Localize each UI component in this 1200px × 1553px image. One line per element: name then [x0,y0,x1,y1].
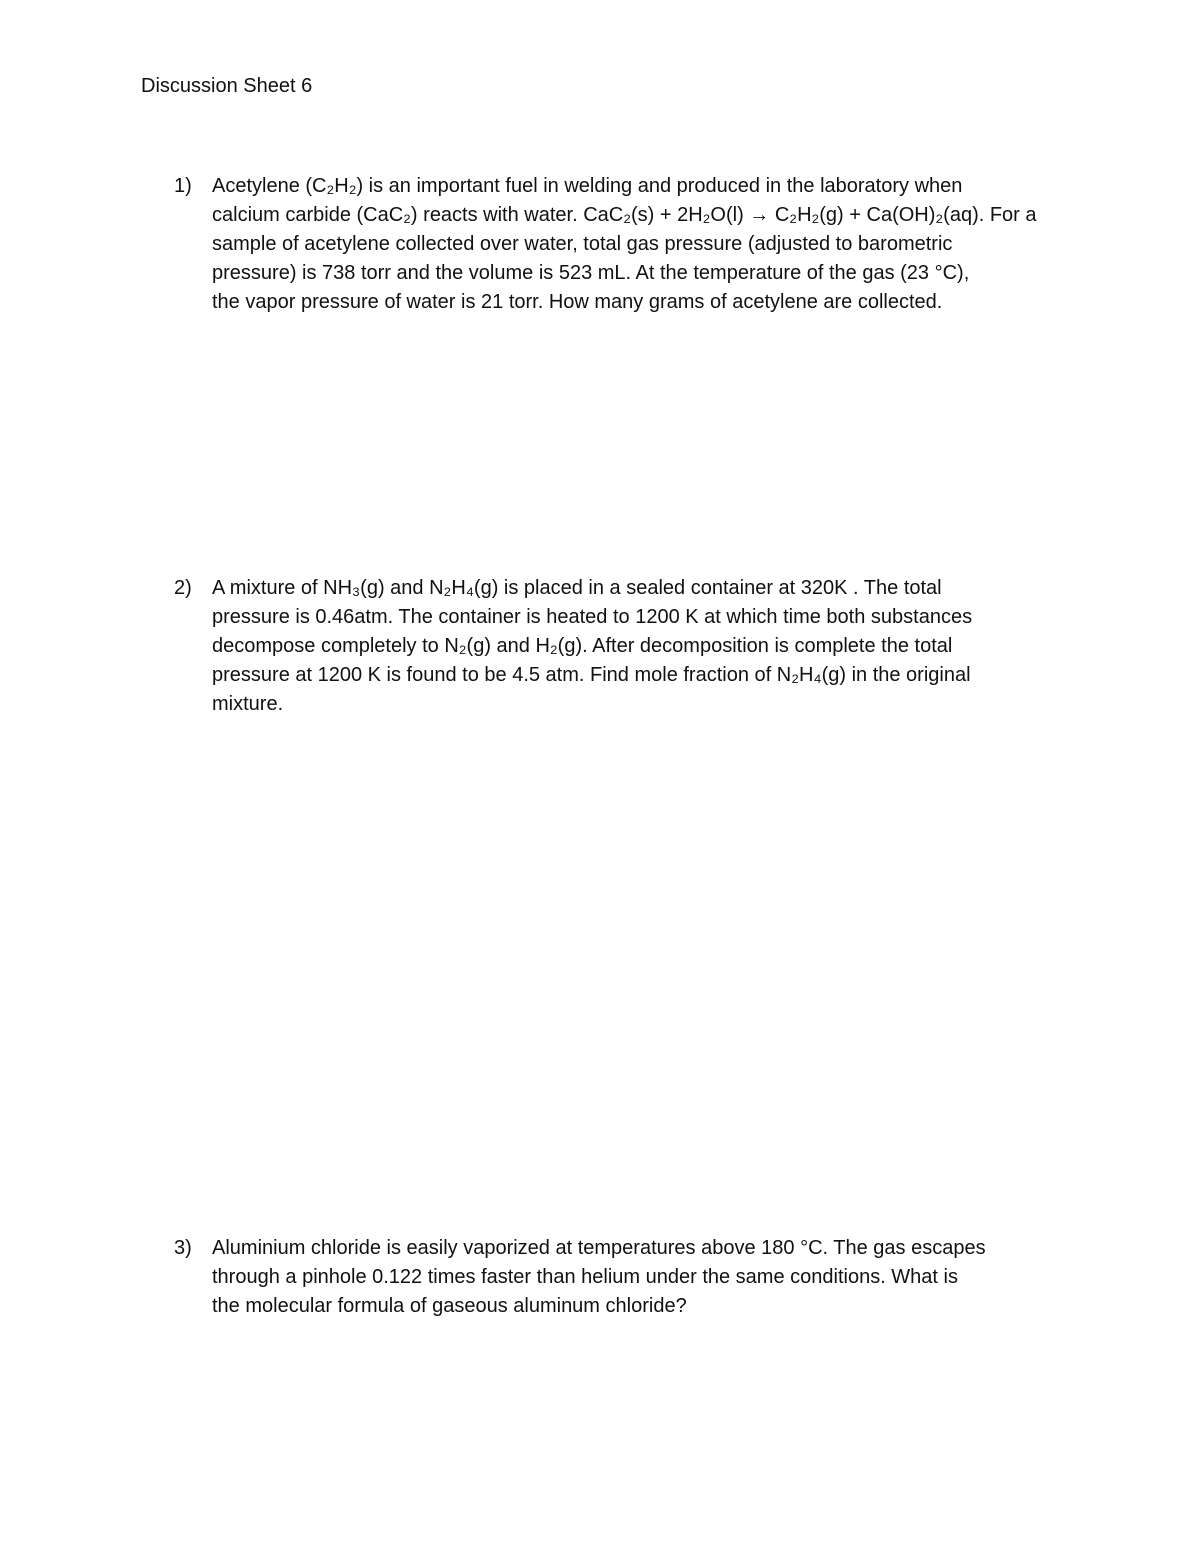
page-title: Discussion Sheet 6 [141,75,313,97]
question-text-line: sample of acetylene collected over water, total gas pressure (adjusted to barometric [212,233,953,255]
question-text [212,1234,986,1321]
question-number: 2) [174,577,192,599]
question-text-line: through a pinhole 0.122 times faster than helium under the same conditions. What is [212,1266,958,1288]
question-text-line: calcium carbide (CaC₂) reacts with water. CaC₂(s) + 2H₂O(l) → C₂H₂(g) + Ca(OH)₂(aq). For a [212,204,1037,226]
question-text-line: Acetylene (C₂H₂) is an important fuel in welding and produced in the laboratory when [212,175,963,197]
question-text-line: mixture. [212,693,284,715]
question-number: 1) [174,175,192,197]
question-text-line: the vapor pressure of water is 21 torr. How many grams of acetylene are collected. [212,291,943,313]
question-text-line: pressure) is 738 torr and the volume is 523 mL. At the temperature of the gas (23 °C), [212,262,970,284]
question-text-line: A mixture of NH₃(g) and N₂H₄(g) is placed in a sealed container at 320K . The total [212,577,942,599]
question-text-line: decompose completely to N₂(g) and H₂(g). After decomposition is complete the total [212,635,953,657]
question-text-line: pressure at 1200 K is found to be 4.5 atm. Find mole fraction of N₂H₄(g) in the original [212,664,971,686]
question-text [212,574,972,719]
question-text-line: Aluminium chloride is easily vaporized at temperatures above 180 °C. The gas escapes [212,1237,986,1259]
question-text-line: the molecular formula of gaseous aluminum chloride? [212,1295,687,1317]
question-text [212,172,1037,317]
question-number: 3) [174,1237,192,1259]
question-text-line: pressure is 0.46atm. The container is heated to 1200 K at which time both substances [212,606,973,628]
